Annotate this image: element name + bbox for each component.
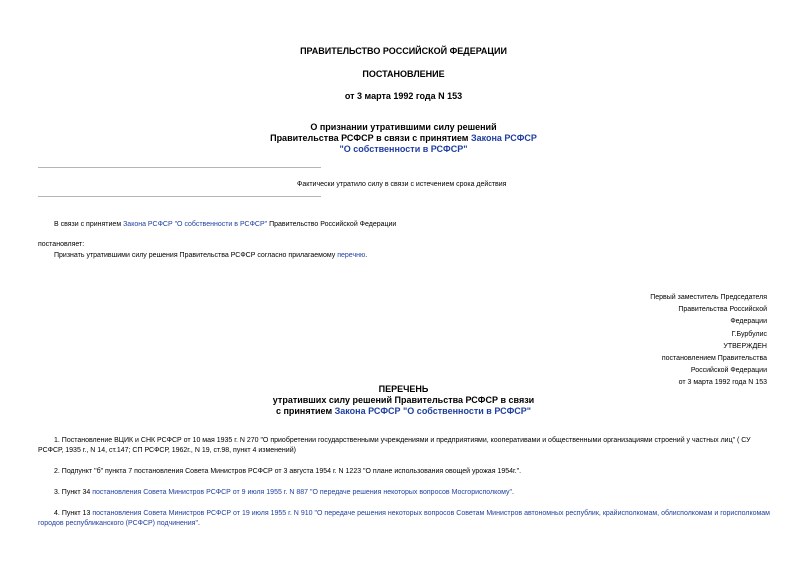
approval-line: от 3 марта 1992 года N 153 bbox=[678, 379, 767, 387]
item-suffix: . bbox=[512, 489, 514, 496]
list-title: ПЕРЕЧЕНЬ bbox=[378, 384, 429, 394]
issuing-authority: ПРАВИТЕЛЬСТВО РОССИЙСКОЙ ФЕДЕРАЦИИ bbox=[300, 46, 507, 56]
document-title-line1: О признании утратившими силу решений bbox=[310, 122, 497, 132]
approval-line: Российской Федерации bbox=[690, 367, 767, 375]
document-date-number: от 3 марта 1992 года N 153 bbox=[344, 91, 463, 101]
item-text-line: 1. Постановление ВЦИК и СНК РСФСР от 10 мая 1935 г. N 270 "О приобретении государственными учреждениями и предприятиями, кооперативами и общественными организациями строений у частных лиц" ( СУ bbox=[54, 437, 751, 444]
item-suffix: . bbox=[197, 520, 200, 527]
item-prefix: 4. Пункт 13 bbox=[54, 510, 93, 517]
document-type: ПОСТАНОВЛЕНИЕ bbox=[362, 69, 445, 79]
signature-line: Федерации bbox=[730, 318, 767, 326]
divider-bottom bbox=[38, 196, 321, 197]
resolution-prefix: Признать утратившими силу решения Правительства РСФСР согласно прилагаемому bbox=[54, 252, 338, 259]
item-link[interactable]: постановления Совета Министров РСФСР от 9 июля 1955 г. N 887 "О передаче решения некоторых вопросов Мосгорисполкому" bbox=[92, 489, 513, 496]
list-link[interactable]: перечню bbox=[337, 252, 366, 259]
list-item bbox=[38, 509, 770, 529]
law-link[interactable]: Закона РСФСР bbox=[470, 133, 537, 143]
signature-line: Правительства Российской bbox=[678, 306, 767, 314]
approval-line: постановлением Правительства bbox=[661, 355, 767, 363]
list-subtitle-text: с принятием bbox=[275, 406, 335, 416]
approval-line: УТВЕРЖДЕН bbox=[723, 342, 767, 350]
signature-line: Первый заместитель Председателя bbox=[650, 294, 767, 301]
list-law-link[interactable]: Закона РСФСР "О собственности в РСФСР" bbox=[334, 406, 532, 416]
law-name-link[interactable]: "О собственности в РСФСР" bbox=[339, 144, 468, 154]
intro-law-link[interactable]: Закона РСФСР "О собственности в РСФСР" bbox=[123, 221, 268, 228]
list-subtitle-line1: утративших силу решений Правительства РСФСР в связи bbox=[272, 395, 535, 405]
signature-block bbox=[650, 292, 767, 390]
list-item bbox=[38, 488, 770, 498]
title-text: Правительства РСФСР в связи с принятием bbox=[270, 133, 471, 143]
resolution-suffix: . bbox=[365, 252, 368, 259]
divider-top bbox=[38, 167, 321, 168]
item-text-line: РСФСР, 1935 г., N 14, ст.147; СП РСФСР, 1962г., N 19, ст.98, пункт 4 изменений) bbox=[38, 447, 296, 454]
intro-suffix: Правительство Российской Федерации bbox=[267, 221, 397, 228]
item-link[interactable]: постановления Совета Министров РСФСР от 19 июля 1955 г. N 910 "О передаче решения некоторых вопросов Советам Министров автономных республик, крайисполкомам, облисполкомам и горисполкомам городов республиканского (РСФСР) подчинения" bbox=[38, 510, 770, 527]
item-prefix: 3. Пункт 34 bbox=[54, 489, 93, 496]
intro-paragraph bbox=[54, 220, 396, 230]
list-item bbox=[38, 436, 770, 456]
intro-prefix: В связи с принятием bbox=[54, 221, 124, 228]
signature-line: Г.Бурбулис bbox=[731, 330, 767, 338]
list-subtitle-line2 bbox=[0, 405, 807, 417]
decides-text: постановляет: bbox=[38, 241, 85, 248]
document-title-line3 bbox=[0, 143, 807, 155]
resolution-paragraph bbox=[54, 251, 367, 261]
status-note: Фактически утратило силу в связи с истечением срока действия bbox=[297, 181, 507, 188]
list-item: 2. Подпункт "б" пункта 7 постановления Совета Министров РСФСР от 3 августа 1954 г. N 1223 "О плане использования овощей урожая 1954г.". bbox=[54, 468, 522, 475]
